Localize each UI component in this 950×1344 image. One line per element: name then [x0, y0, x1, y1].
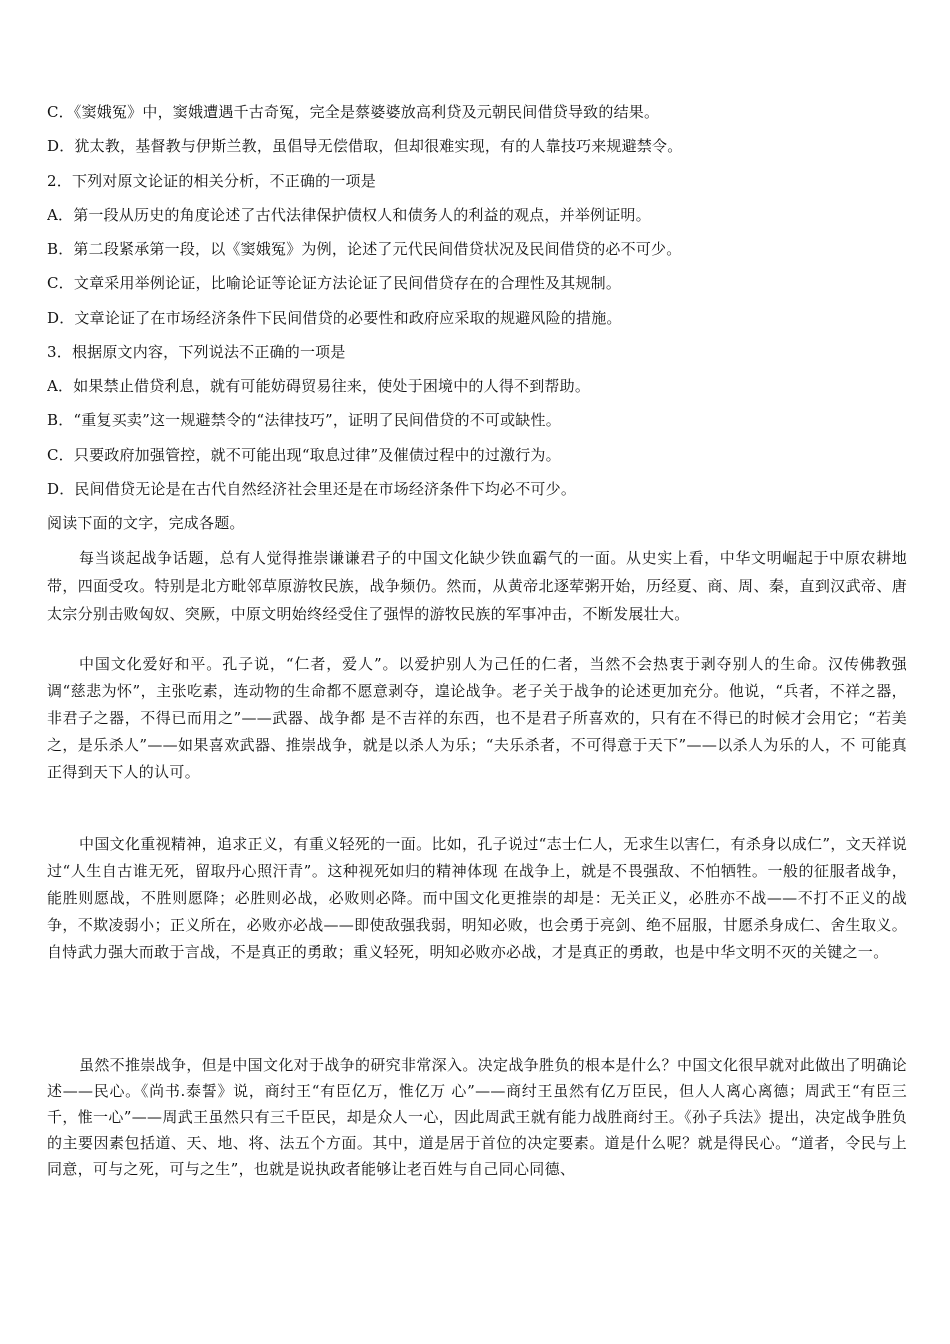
q1-option-d: D．犹太教，基督教与伊斯兰教，虽倡导无偿借取，但却很难实现，有的人靠技巧来规避禁令。 [47, 137, 683, 155]
essay-paragraph-3: 中国文化重视精神，追求正义，有重义轻死的一面。比如，孔子说过“志士仁人，无求生以害仁，有杀身以成仁”，文天祥说过“人生自古谁无死，留取丹心照汗青”。这种视死如归的精神体现 在战争上，就是不畏强敌、不怕牺牲。一般的征服者战争，能胜则愿战，不胜则愿降；必胜则必战，必败则必降。而中国文化更推崇的却是：无关正义，必胜亦不战——不打不正义的战争，不欺凌弱小；正义所在，必败亦必战——即使敌强我弱，明知必败，也会勇于亮剑、绝不屈服，甘愿杀身成仁、舍生取义。自恃武力强大而敢于言战，不是真正的勇敢；重义轻死，明知必败亦必战，才是真正的勇敢，也是中华文明不灭的关键之一。 [47, 835, 907, 961]
q2-option-d: D．文章论证了在市场经济条件下民间借贷的必要性和政府应采取的规避风险的措施。 [47, 309, 622, 327]
q3-stem: 3．根据原文内容，下列说法不正确的一项是 [47, 343, 346, 361]
q3-option-b: B．“重复买卖”这一规避禁令的“法律技巧”，证明了民间借贷的不可或缺性。 [47, 411, 561, 429]
q3-option-a: A．如果禁止借贷利息，就有可能妨碍贸易往来，使处于困境中的人得不到帮助。 [47, 377, 591, 395]
q1-option-c: C．《窦娥冤》中，窦娥遭遇千古奇冤，完全是蔡婆婆放高利贷及元朝民间借贷导致的结果。 [47, 103, 660, 121]
q2-option-b: B．第二段紧承第一段，以《窦娥冤》为例，论述了元代民间借贷状况及民间借贷的必不可少。 [47, 240, 682, 258]
q3-option-c: C．只要政府加强管控，就不可能出现“取息过律”及催债过程中的过激行为。 [47, 446, 561, 464]
q2-option-a: A．第一段从历史的角度论述了古代法律保护债权人和债务人的利益的观点，并举例证明。 [47, 206, 651, 224]
q2-option-c: C．文章采用举例论证，比喻论证等论证方法论证了民间借贷存在的合理性及其规制。 [47, 274, 622, 292]
q3-option-d: D．民间借贷无论是在古代自然经济社会里还是在市场经济条件下均必不可少。 [47, 480, 577, 498]
essay-paragraph-4: 虽然不推崇战争，但是中国文化对于战争的研究非常深入。决定战争胜负的根本是什么？中国文化很早就对此做出了明确论述——民心。《尚书.泰誓》说，商纣王“有臣亿万，惟亿万 心”——商纣王虽然有亿万臣民，但人人离心离德；周武王“有臣三千，惟一心”——周武王虽然只有三千臣民，却是众人一心，因此周武王就有能力战胜商纣王。《孙子兵法》提出，决定战争胜负的主要因素包括道、天、地、将、法五个方面。其中，道是居于首位的决定要素。道是什么呢？就是得民心。“道者，令民与上同意，可与之死，可与之生”，也就是说执政者能够让老百姓与自己同心同德、 [47, 1056, 907, 1178]
essay-paragraph-1: 每当谈起战争话题，总有人觉得推崇谦谦君子的中国文化缺少铁血霸气的一面。从史实上看，中华文明崛起于中原农耕地带，四面受攻。特别是北方毗邻草原游牧民族，战争频仍。然而，从黄帝北逐荤粥开始，历经夏、商、周、秦，直到汉武帝、唐太宗分别击败匈奴、突厥，中原文明始终经受住了强悍的游牧民族的军事冲击，不断发展壮大。 [47, 549, 907, 623]
q2-stem: 2．下列对原文论证的相关分析，不正确的一项是 [47, 172, 376, 190]
essay-paragraph-2: 中国文化爱好和平。孔子说，“仁者，爱人”。以爱护别人为己任的仁者，当然不会热衷于剥夺别人的生命。汉传佛教强调“慈悲为怀”，主张吃素，连动物的生命都不愿意剥夺，遑论战争。老子关于战争的论述更加充分。他说，“兵者，不祥之器，非君子之器，不得已而用之”——武器、战争都 是不吉祥的东西，也不是君子所喜欢的，只有在不得已的时候才会用它；“若美之，是乐杀人”——如果喜欢武器、推崇战争，就是以杀人为乐；“夫乐杀者，不可得意于天下”——以杀人为乐的人，不 可能真正得到天下人的认可。 [47, 655, 907, 781]
reading-intro: 阅读下面的文字，完成各题。 [47, 514, 245, 532]
